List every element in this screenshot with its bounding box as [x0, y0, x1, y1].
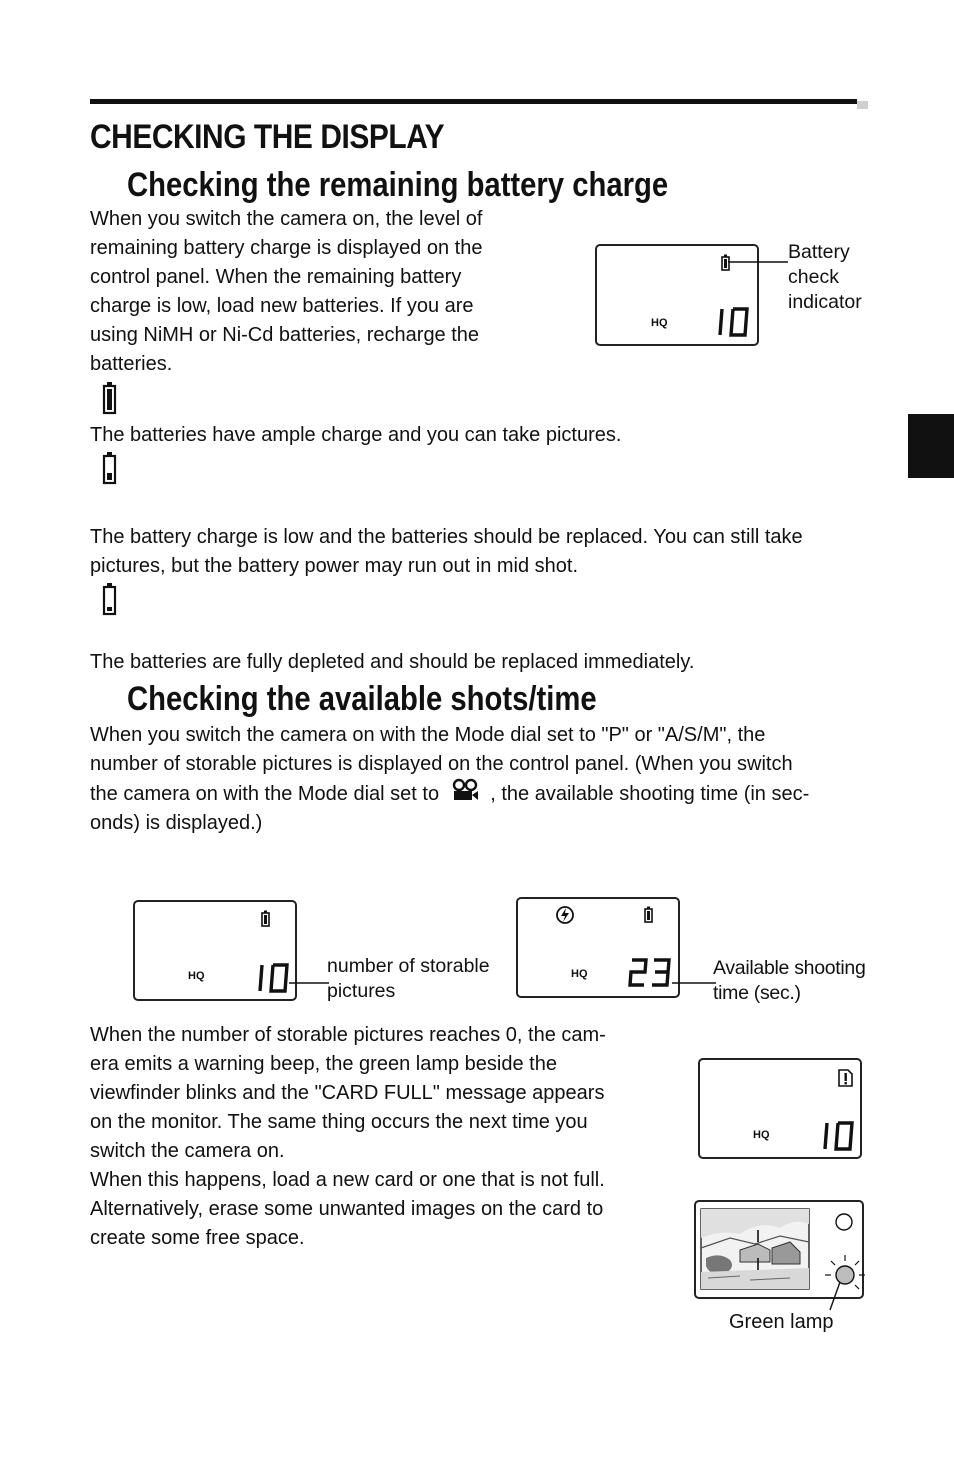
movie-camera-icon — [451, 779, 481, 803]
card-warning-icon — [838, 1068, 854, 1088]
remedy-line: When this happens, load a new card or one that is not full. — [90, 1169, 605, 1191]
shots-intro-line: onds) is displayed.) — [90, 812, 263, 834]
flash-off-icon — [555, 905, 575, 925]
storable-pictures-label — [327, 954, 490, 1004]
battery-intro-line: remaining battery charge is displayed on the — [90, 237, 483, 259]
label-line: check — [788, 266, 839, 288]
shots-intro-line-with-icon — [90, 779, 864, 809]
lamp-off-icon — [834, 1212, 854, 1232]
quality-indicator: HQ — [651, 317, 668, 329]
shooting-time-label — [713, 956, 866, 1006]
quality-indicator: HQ — [188, 970, 205, 982]
shot-count-digits — [717, 306, 753, 338]
label-line: Available shooting — [713, 957, 866, 979]
shots-intro-line: When you switch the camera on with the Mode dial set to "P" or "A/S/M", the — [90, 724, 766, 746]
intro-text-after-icon: , the available shooting time (in sec- — [490, 783, 810, 805]
viewfinder-scene-image — [700, 1208, 812, 1290]
shot-count-digits — [822, 1120, 858, 1152]
battery-full-icon — [644, 906, 654, 924]
shots-intro-paragraph — [90, 721, 864, 838]
green-lamp-leader-line — [826, 1280, 846, 1312]
header-rule — [90, 99, 857, 104]
state-line: The battery charge is low and the batteries should be replaced. You can still take — [90, 526, 803, 548]
shooting-time-leader-line — [672, 978, 716, 990]
battery-depleted-icon — [102, 582, 118, 616]
battery-intro-line: using NiMH or Ni-Cd batteries, recharge the — [90, 324, 480, 346]
card-full-line: When the number of storable pictures reaches 0, the cam- — [90, 1024, 606, 1046]
battery-intro-line: control panel. When the remaining battery — [90, 266, 462, 288]
card-full-line: viewfinder blinks and the "CARD FULL" message appears — [90, 1082, 605, 1104]
battery-state-full-text: The batteries have ample charge and you can take pictures. — [90, 424, 622, 446]
card-warning-display — [698, 1058, 862, 1159]
quality-indicator: HQ — [571, 968, 588, 980]
label-line: Battery — [788, 241, 850, 263]
indicator-leader-line — [728, 258, 788, 268]
battery-full-icon — [261, 910, 271, 928]
battery-check-label — [788, 240, 862, 315]
battery-full-icon — [102, 381, 118, 415]
battery-intro-line: charge is low, load new batteries. If you are — [90, 295, 474, 317]
green-lamp-label: Green lamp — [729, 1311, 834, 1333]
card-full-line: era emits a warning beep, the green lamp beside the — [90, 1053, 557, 1075]
battery-intro-line: When you switch the camera on, the level of — [90, 208, 483, 230]
remedy-line: create some free space. — [90, 1227, 305, 1249]
battery-intro-paragraph — [90, 205, 518, 379]
shooting-time-display — [516, 897, 680, 998]
intro-text-before-icon: the camera on with the Mode dial set to — [90, 783, 440, 805]
battery-low-icon — [102, 451, 118, 485]
battery-intro-line: batteries. — [90, 353, 173, 375]
label-line: number of storable — [327, 955, 490, 977]
battery-section-heading: Checking the remaining battery charge — [127, 166, 669, 204]
remedy-line: Alternatively, erase some unwanted images on the card to — [90, 1198, 604, 1220]
quality-indicator: HQ — [753, 1129, 770, 1141]
shots-section-heading: Checking the available shots/time — [127, 680, 597, 718]
page-title: CHECKING THE DISPLAY — [90, 118, 445, 156]
card-full-paragraph — [90, 1021, 663, 1166]
storable-leader-line — [289, 978, 329, 988]
storable-pictures-display — [133, 900, 297, 1001]
header-rule-shadow — [857, 101, 868, 109]
remedy-paragraph — [90, 1166, 663, 1253]
label-line: indicator — [788, 291, 862, 313]
battery-state-depleted-text: The batteries are fully depleted and should be replaced immediately. — [90, 651, 695, 673]
card-full-line: on the monitor. The same thing occurs the next time you — [90, 1111, 588, 1133]
state-line: pictures, but the battery power may run out in mid shot. — [90, 555, 579, 577]
battery-state-low-text — [90, 523, 803, 581]
label-line: time (sec.) — [713, 982, 801, 1004]
card-full-line: switch the camera on. — [90, 1140, 285, 1162]
section-tab-marker — [908, 414, 954, 478]
shot-count-digits — [257, 962, 293, 994]
shooting-time-digits — [628, 957, 676, 989]
shots-intro-line: number of storable pictures is displayed on the control panel. (When you switch — [90, 753, 793, 775]
label-line: pictures — [327, 980, 396, 1002]
